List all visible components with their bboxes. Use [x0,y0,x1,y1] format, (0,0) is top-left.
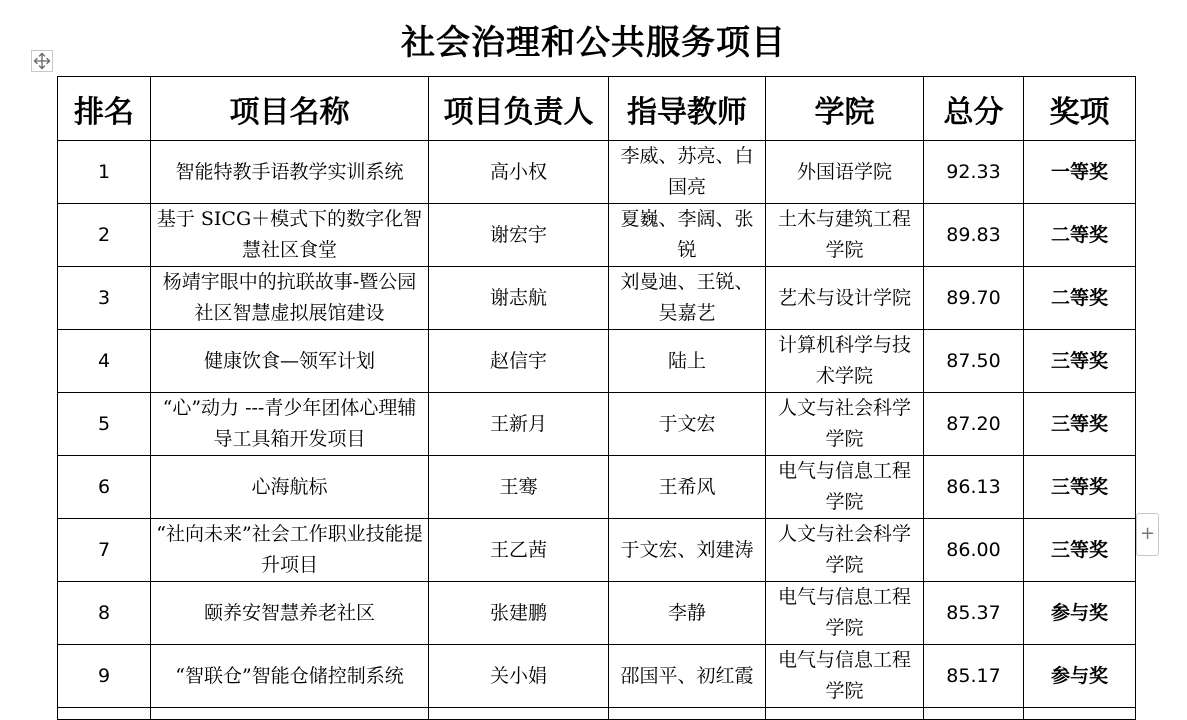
award-cell: 三等奖 [1024,330,1136,393]
leader-cell: 王骞 [429,456,609,519]
college-cell: 人文与社会科学学院 [766,519,924,582]
score-cell: 86.13 [924,456,1024,519]
advisor-cell: 刘曼迪、王锐、吴嘉艺 [609,267,766,330]
college-cell: 艺术与设计学院 [766,267,924,330]
score-cell: 92.33 [924,141,1024,204]
table-row [58,267,1136,330]
header-award: 奖项 [1024,77,1136,141]
award-cell: 参与奖 [1024,645,1136,708]
table-row [58,204,1136,267]
award-cell: 二等奖 [1024,267,1136,330]
project-name-cell: “社向未来”社会工作职业技能提升项目 [151,519,429,582]
advisor-cell: 夏巍、李阔、张锐 [609,204,766,267]
plus-icon: + [1139,523,1156,544]
rank-cell: 6 [58,456,151,519]
table-row [58,330,1136,393]
table-row [58,141,1136,204]
leader-cell: 王乙茜 [429,519,609,582]
award-cell: 三等奖 [1024,519,1136,582]
leader-cell: 赵信宇 [429,330,609,393]
college-cell: 电气与信息工程学院 [766,645,924,708]
header-rank: 排名 [58,77,151,141]
rank-cell: 2 [58,204,151,267]
advisor-cell: 李静 [609,582,766,645]
table-row [58,645,1136,708]
project-name-cell: 基于 SICG＋模式下的数字化智慧社区食堂 [151,204,429,267]
score-cell: 85.37 [924,582,1024,645]
move-arrows-icon [32,51,52,71]
score-cell: 85.17 [924,645,1024,708]
project-name-cell: 智能特教手语教学实训系统 [151,141,429,204]
project-name-cell: 颐养安智慧养老社区 [151,582,429,645]
rank-cell: 7 [58,519,151,582]
advisor-cell: 陆上 [609,330,766,393]
header-project-name: 项目名称 [151,77,429,141]
project-name-cell: “心”动力 ---青少年团体心理辅导工具箱开发项目 [151,393,429,456]
award-cell: 一等奖 [1024,141,1136,204]
table-row [58,393,1136,456]
college-cell: 外国语学院 [766,141,924,204]
leader-cell: 张建鹏 [429,582,609,645]
table-move-handle[interactable] [31,50,53,72]
college-cell: 电气与信息工程学院 [766,456,924,519]
table-row [58,582,1136,645]
header-project-leader: 项目负责人 [429,77,609,141]
score-cell: 87.20 [924,393,1024,456]
score-cell: 87.50 [924,330,1024,393]
award-cell: 参与奖 [1024,582,1136,645]
rank-cell: 1 [58,141,151,204]
header-row [58,77,1136,141]
score-cell: 89.83 [924,204,1024,267]
rank-cell: 8 [58,582,151,645]
leader-cell: 王新月 [429,393,609,456]
award-cell: 二等奖 [1024,204,1136,267]
award-cell: 三等奖 [1024,456,1136,519]
header-total-score: 总分 [924,77,1024,141]
rank-cell: 4 [58,330,151,393]
rank-cell: 9 [58,645,151,708]
advisor-cell: 李威、苏亮、白国亮 [609,141,766,204]
leader-cell: 关小娟 [429,645,609,708]
header-college: 学院 [766,77,924,141]
table-row [58,456,1136,519]
header-advisor: 指导教师 [609,77,766,141]
college-cell: 计算机科学与技术学院 [766,330,924,393]
award-cell: 三等奖 [1024,393,1136,456]
awards-table [57,76,1136,720]
rank-cell: 3 [58,267,151,330]
advisor-cell: 邵国平、初红霞 [609,645,766,708]
advisor-cell: 于文宏 [609,393,766,456]
college-cell: 人文与社会科学学院 [766,393,924,456]
project-name-cell: 杨靖宇眼中的抗联故事-暨公园社区智慧虚拟展馆建设 [151,267,429,330]
advisor-cell: 于文宏、刘建涛 [609,519,766,582]
leader-cell: 谢志航 [429,267,609,330]
score-cell: 89.70 [924,267,1024,330]
leader-cell: 高小权 [429,141,609,204]
college-cell: 土木与建筑工程学院 [766,204,924,267]
rank-cell: 5 [58,393,151,456]
project-name-cell: 健康饮食—领军计划 [151,330,429,393]
project-name-cell: “智联仓”智能仓储控制系统 [151,645,429,708]
advisor-cell: 王希风 [609,456,766,519]
college-cell: 电气与信息工程学院 [766,582,924,645]
add-row-button[interactable] [1136,513,1159,556]
table-row [58,519,1136,582]
leader-cell: 谢宏宇 [429,204,609,267]
score-cell: 86.00 [924,519,1024,582]
page-title: 社会治理和公共服务项目 [401,23,786,63]
project-name-cell: 心海航标 [151,456,429,519]
